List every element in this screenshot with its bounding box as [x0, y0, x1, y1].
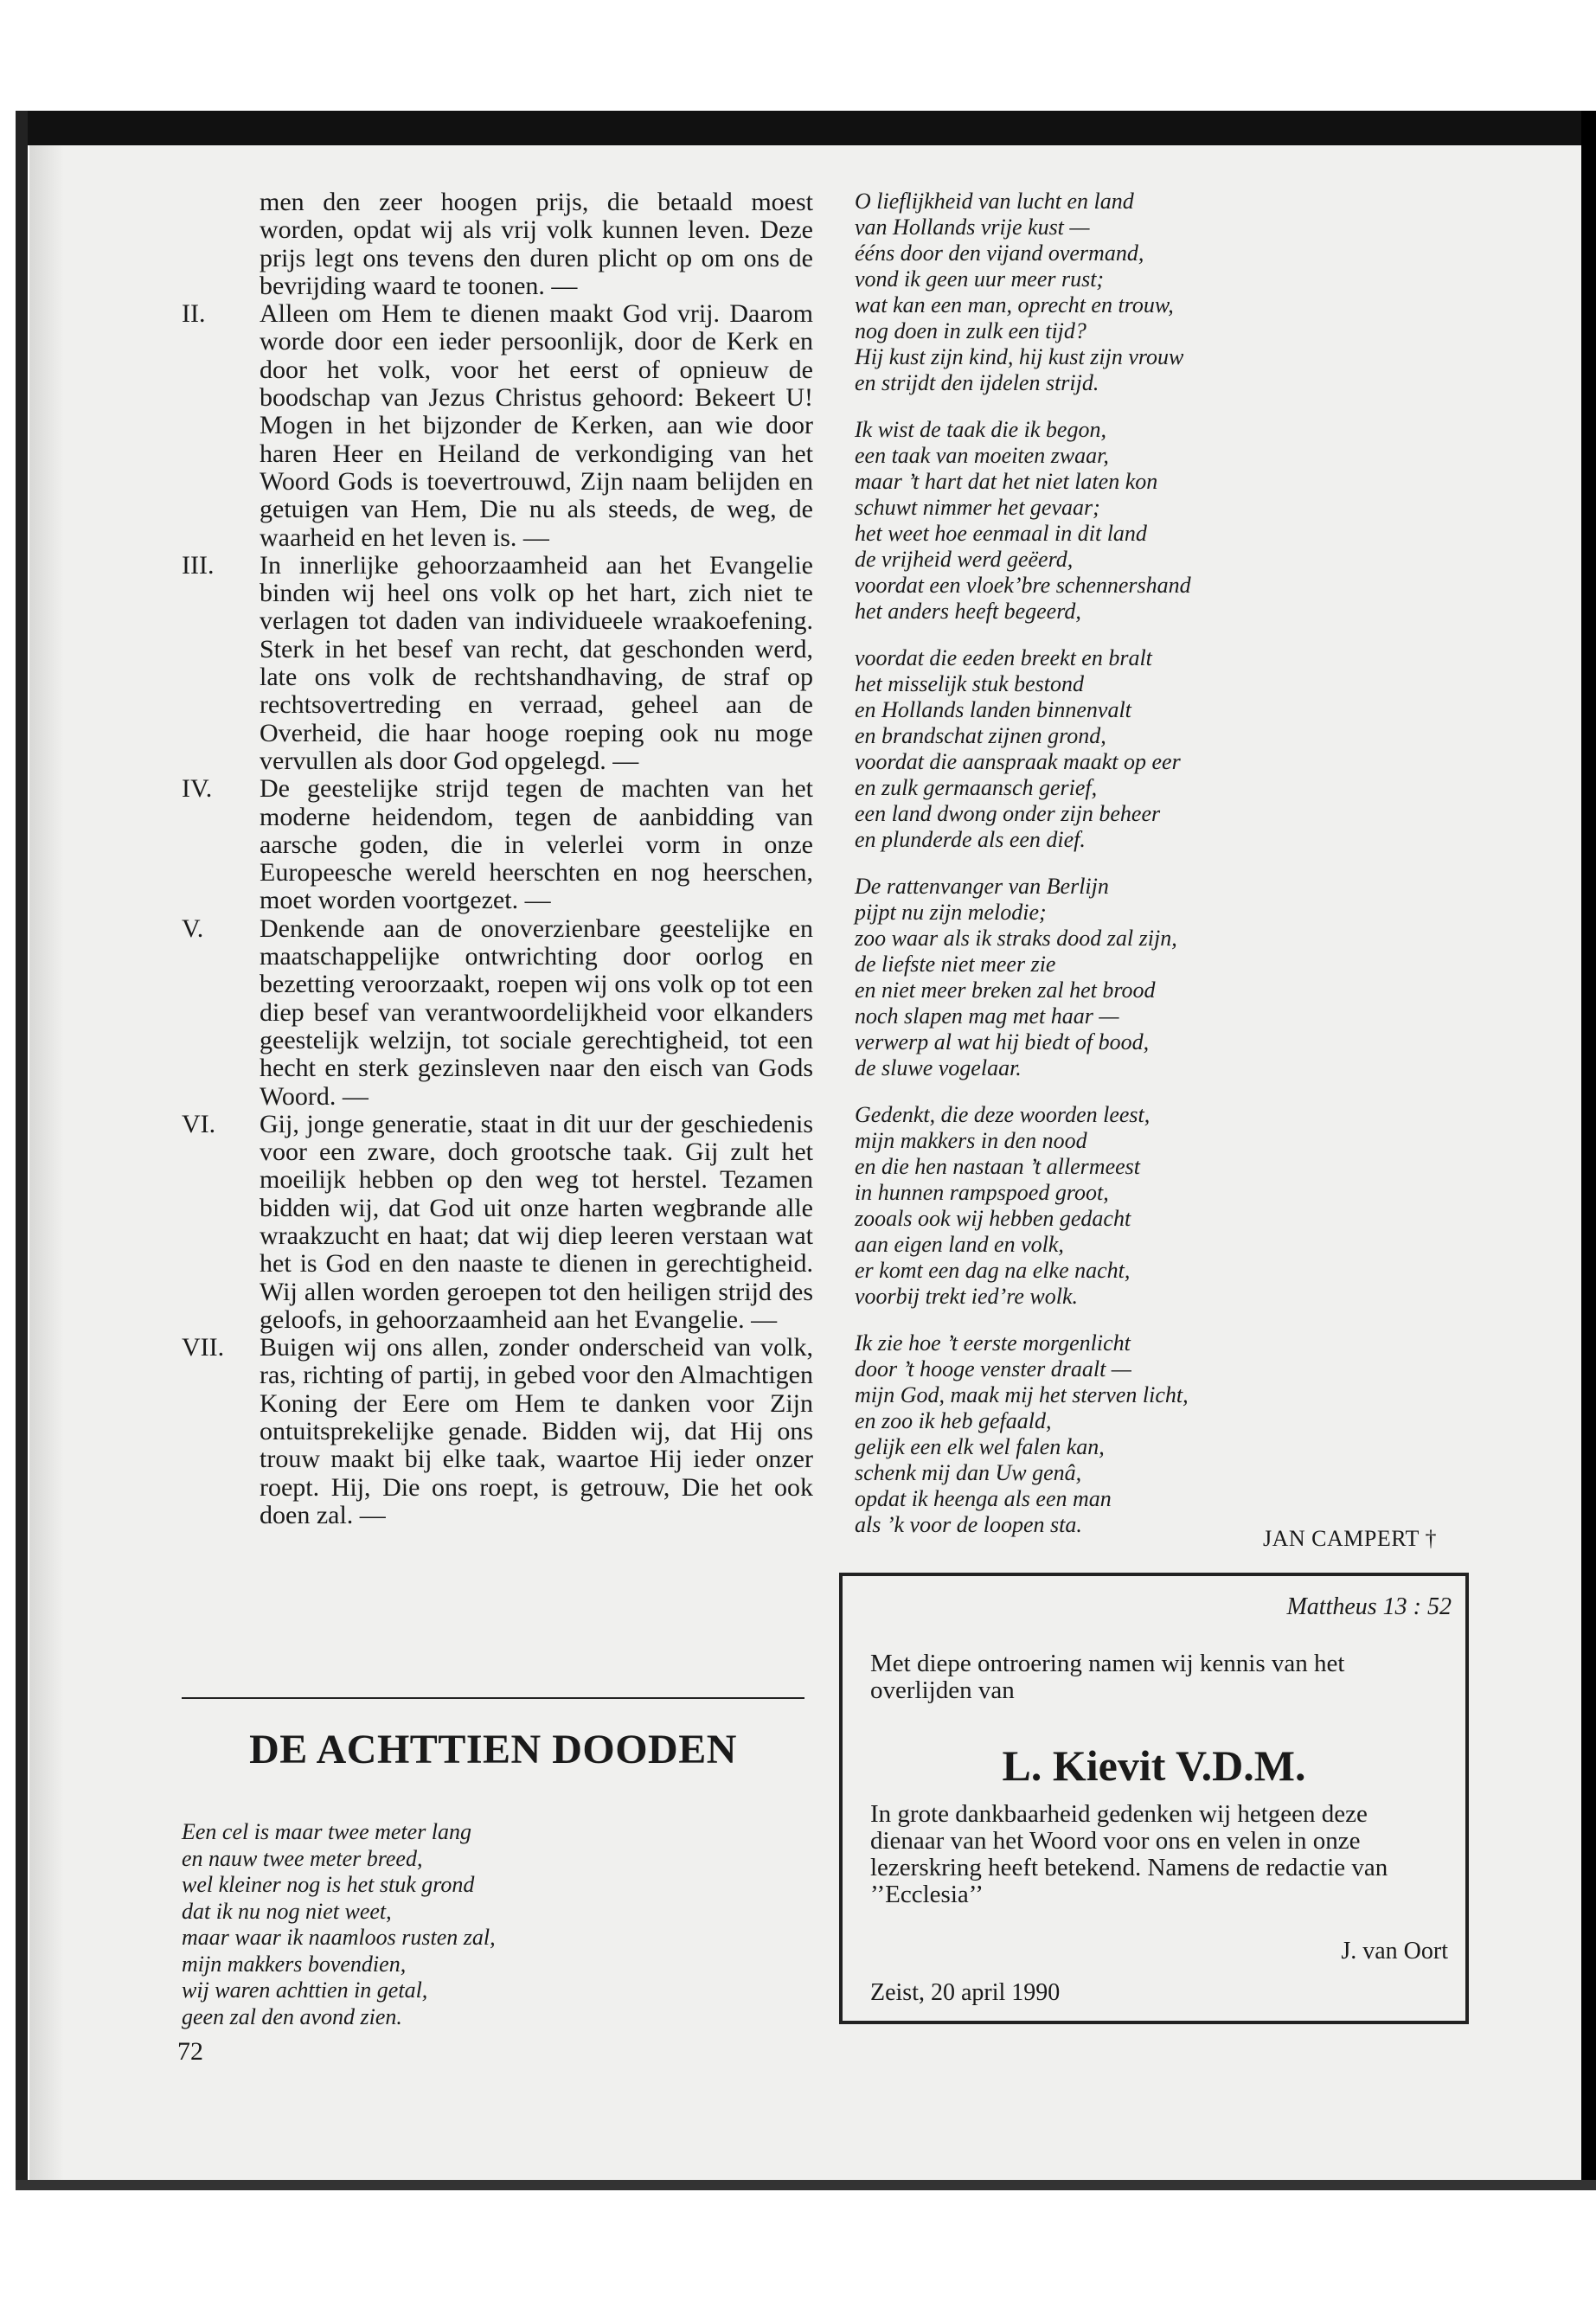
poem-line: het misselijk stuk bestond — [855, 671, 1085, 696]
thesis-text: Buigen wij ons allen, zonder onderscheid van volk, ras, richting of partij, in gebed voor den Almachtigen Koning der Eere om Hem te danken voor Zijn ontuitsprekelijke genade. Bidden wij, dat Hij ons trouw maakt bij elke taak, waartoe Hij ieder onzer roept. Hij, Die ons roept, is getrouw, Die het ook doen zal. — — [260, 1333, 813, 1529]
poem-line: en brandschat zijnen grond, — [855, 723, 1106, 748]
poem-line: O lieflijkheid van lucht en land — [855, 189, 1134, 214]
poem-line: de liefste niet meer zie — [855, 952, 1056, 977]
scan-border-left — [16, 111, 28, 2187]
poem-line: Een cel is maar twee meter lang — [182, 1819, 472, 1844]
section-divider — [182, 1697, 804, 1699]
poem-line: maar ’t hart dat het niet laten kon — [855, 469, 1158, 494]
poem-line: het anders heeft begeerd, — [855, 599, 1081, 624]
poem-line: als ’k voor de loopen sta. — [855, 1512, 1082, 1537]
poem-line: schuwt nimmer het gevaar; — [855, 495, 1100, 520]
poem-line: en nauw twee meter breed, — [182, 1845, 423, 1871]
poem-line: wel kleiner nog is het stuk grond — [182, 1872, 475, 1897]
poem-line: zooals ook wij hebben gedacht — [855, 1206, 1131, 1231]
poem-line: verwerp al wat hij biedt of bood, — [855, 1029, 1150, 1054]
poem-line: en zoo ik heb gefaald, — [855, 1408, 1052, 1433]
poem-line: nog doen in zulk een tijd? — [855, 318, 1086, 343]
poem-column — [855, 189, 1477, 1559]
poem-line: pijpt nu zijn melodie; — [855, 900, 1047, 925]
poem-line: voordat die eeden breekt en bralt — [855, 645, 1152, 670]
poem-line: mijn makkers bovendien, — [182, 1951, 407, 1977]
poem-line: en plunderde als een dief. — [855, 827, 1086, 852]
thesis-text: De geestelijke strijd tegen de machten van het moderne heidendom, tegen de aanbidding van aarsche goden, die in velerlei vorm in onze Europeesche wereld heerschten en nog heerschen, moet worden voortgezet. — — [260, 774, 813, 915]
poem-line: het weet hoe eenmaal in dit land — [855, 521, 1147, 546]
poem-line: en die hen nastaan ’t allermeest — [855, 1154, 1140, 1179]
thesis-text: men den zeer hoogen prijs, die betaald moest worden, opdat wij als vrij volk kunnen leven. Deze prijs legt ons tevens den duren plicht op om ons de bevrijding waard te toonen. — — [260, 188, 813, 300]
poem-line: schenk mij dan Uw genâ, — [855, 1460, 1082, 1485]
deceased-name: L. Kievit V.D.M. — [1002, 1741, 1306, 1790]
poem-line: gelijk een elk wel falen kan, — [855, 1434, 1105, 1459]
poem-stanza — [855, 1102, 1477, 1310]
poem-line: ééns door den vijand overmand, — [855, 240, 1144, 266]
poem-line: geen zal den avond zien. — [182, 2003, 402, 2029]
poem-author: JAN CAMPERT † — [1263, 1526, 1437, 1551]
thesis-item — [182, 189, 813, 300]
poem-line: een land dwong onder zijn beheer — [855, 801, 1161, 826]
poem-line: Ik wist de taak die ik begon, — [855, 417, 1106, 442]
notice-intro: Met diepe ontroering namen wij kennis van het overlijden van — [870, 1650, 1345, 1704]
poem-title: DE ACHTTIEN DOODEN — [249, 1727, 737, 1772]
thesis-item — [182, 915, 813, 1111]
poem-line: voordat die aanspraak maakt op eer — [855, 749, 1181, 774]
poem-line: mijn God, maak mij het sterven licht, — [855, 1382, 1189, 1407]
obituary-notice — [839, 1573, 1469, 2024]
page-binding-shadow — [29, 145, 64, 2180]
poem-line: er komt een dag na elke nacht, — [855, 1258, 1131, 1283]
notice-signer: J. van Oort — [1341, 1938, 1448, 1965]
poem-line: door ’t hooge venster draalt — — [855, 1356, 1131, 1381]
poem-line: vond ik geen uur meer rust; — [855, 266, 1105, 292]
poem-line: maar waar ik naamloos rusten zal, — [182, 1925, 496, 1950]
thesis-number: III. — [182, 550, 215, 580]
page-number: 72 — [177, 2037, 203, 2066]
poem-stanza — [855, 417, 1477, 625]
poem-line: een taak van moeiten zwaar, — [855, 443, 1109, 468]
poem-line: Hij kust zijn kind, hij kust zijn vrouw — [855, 344, 1184, 369]
thesis-item — [182, 1334, 813, 1529]
thesis-item — [182, 775, 813, 914]
thesis-item — [182, 1111, 813, 1334]
poem-intro-stanza — [182, 1819, 804, 2030]
poem-stanza — [855, 1330, 1477, 1538]
notice-tribute: In grote dankbaarheid gedenken wij hetgeen deze dienaar van het Woord voor ons en velen in onze lezerskring heeft betekend. Namens de redactie van ’’Ecclesia’’ — [870, 1800, 1388, 1908]
poem-stanza — [855, 189, 1477, 396]
poem-line: mijn makkers in den nood — [855, 1128, 1087, 1153]
poem-line: Gedenkt, die deze woorden leest, — [855, 1102, 1151, 1127]
scan-border-bottom — [16, 2180, 1596, 2190]
scan-border-top — [16, 111, 1596, 145]
poem-line: noch slapen mag met haar — — [855, 1003, 1119, 1029]
poem-line: Ik zie hoe ’t eerste morgenlicht — [855, 1330, 1131, 1356]
poem-line: zoo waar als ik straks dood zal zijn, — [855, 926, 1177, 951]
poem-line: de sluwe vogelaar. — [855, 1055, 1022, 1080]
thesis-number: V. — [182, 913, 204, 943]
thesis-item — [182, 552, 813, 775]
poem-line: en strijdt den ijdelen strijd. — [855, 370, 1099, 395]
poem-line: opdat ik heenga als een man — [855, 1486, 1112, 1511]
poem-line: aan eigen land en volk, — [855, 1232, 1064, 1257]
poem-line: De rattenvanger van Berlijn — [855, 874, 1109, 899]
thesis-text: Alleen om Hem te dienen maakt God vrij. Daarom worde door een ieder persoonlijk, door de Kerk en door het volk, voor het eerst of opnieuw de boodschap van Jezus Christus gehoord: Bekeert U! Mogen in het bijzonder de Kerken, aan wie door haren Heer en Heiland de verkondiging van het Woord Gods is toevertrouwd, Zijn naam belijden en getuigen van Hem, Die nu als steeds, de weg, de waarheid en het leven is. — — [260, 299, 813, 552]
thesis-number: VI. — [182, 1109, 216, 1138]
thesis-text: Gij, jonge generatie, staat in dit uur der geschiedenis voor een zware, doch grootsche taak. Gij zult het moeilijk hebben op den weg tot herstel. Tezamen bidden wij, dat God uit onze harten wegbrande alle wraakzucht en haat; dat wij diep leeren verstaan wat het is God en den naaste te dienen in gerechtigheid. Wij allen worden geroepen tot den heiligen strijd des geloofs, in gehoorzaamheid aan het Evangelie. — — [260, 1109, 813, 1334]
poem-stanza — [855, 645, 1477, 853]
poem-stanza — [855, 874, 1477, 1081]
poem-line: voorbij trekt ied’re wolk. — [855, 1284, 1079, 1309]
poem-line: en Hollands landen binnenvalt — [855, 697, 1131, 722]
poem-line: wij waren achttien in getal, — [182, 1977, 428, 2003]
thesis-number: IV. — [182, 774, 213, 804]
poem-line: en zulk germaansch gerief, — [855, 775, 1098, 800]
thesis-item — [182, 300, 813, 552]
thesis-number: II. — [182, 299, 206, 329]
poem-line: de vrijheid werd geëerd, — [855, 547, 1074, 572]
poem-line: van Hollands vrije kust — — [855, 215, 1090, 240]
bible-verse: Mattheus 13 : 52 — [1286, 1593, 1452, 1620]
theses-column — [182, 189, 813, 1529]
poem-line: in hunnen rampspoed groot, — [855, 1180, 1109, 1205]
notice-place-date: Zeist, 20 april 1990 — [870, 1979, 1061, 2006]
poem-line: voordat een vloek’bre schennershand — [855, 573, 1191, 598]
poem-line: wat kan een man, oprecht en trouw, — [855, 292, 1174, 317]
thesis-text: In innerlijke gehoorzaamheid aan het Evangelie binden wij heel ons volk op het hart, zich niet te verlagen tot daden van individueele wraakoefening. Sterk in het besef van recht, dat geschonden werd, late ons volk de rechtshandhaving, de straf op rechtsovertreding en verraad, geheel aan de Overheid, die haar hooge roeping ook nu moge vervullen als door God opgelegd. — — [260, 550, 813, 775]
scan-border-right — [1581, 111, 1596, 2190]
thesis-text: Denkende aan de onoverzienbare geestelijke en maatschappelijke ontwrichting door oorlog en bezetting veroorzaakt, roepen wij ons volk op tot een diep besef van verantwoordelijkheid voor elkanders geestelijk welzijn, tot sociale gerechtigheid, tot een hecht en sterk gezinsleven naar den eisch van Gods Woord. — — [260, 913, 813, 1111]
poem-line: en niet meer breken zal het brood — [855, 977, 1156, 1003]
thesis-number: VII. — [182, 1333, 225, 1362]
poem-line: dat ik nu nog niet weet, — [182, 1898, 392, 1924]
